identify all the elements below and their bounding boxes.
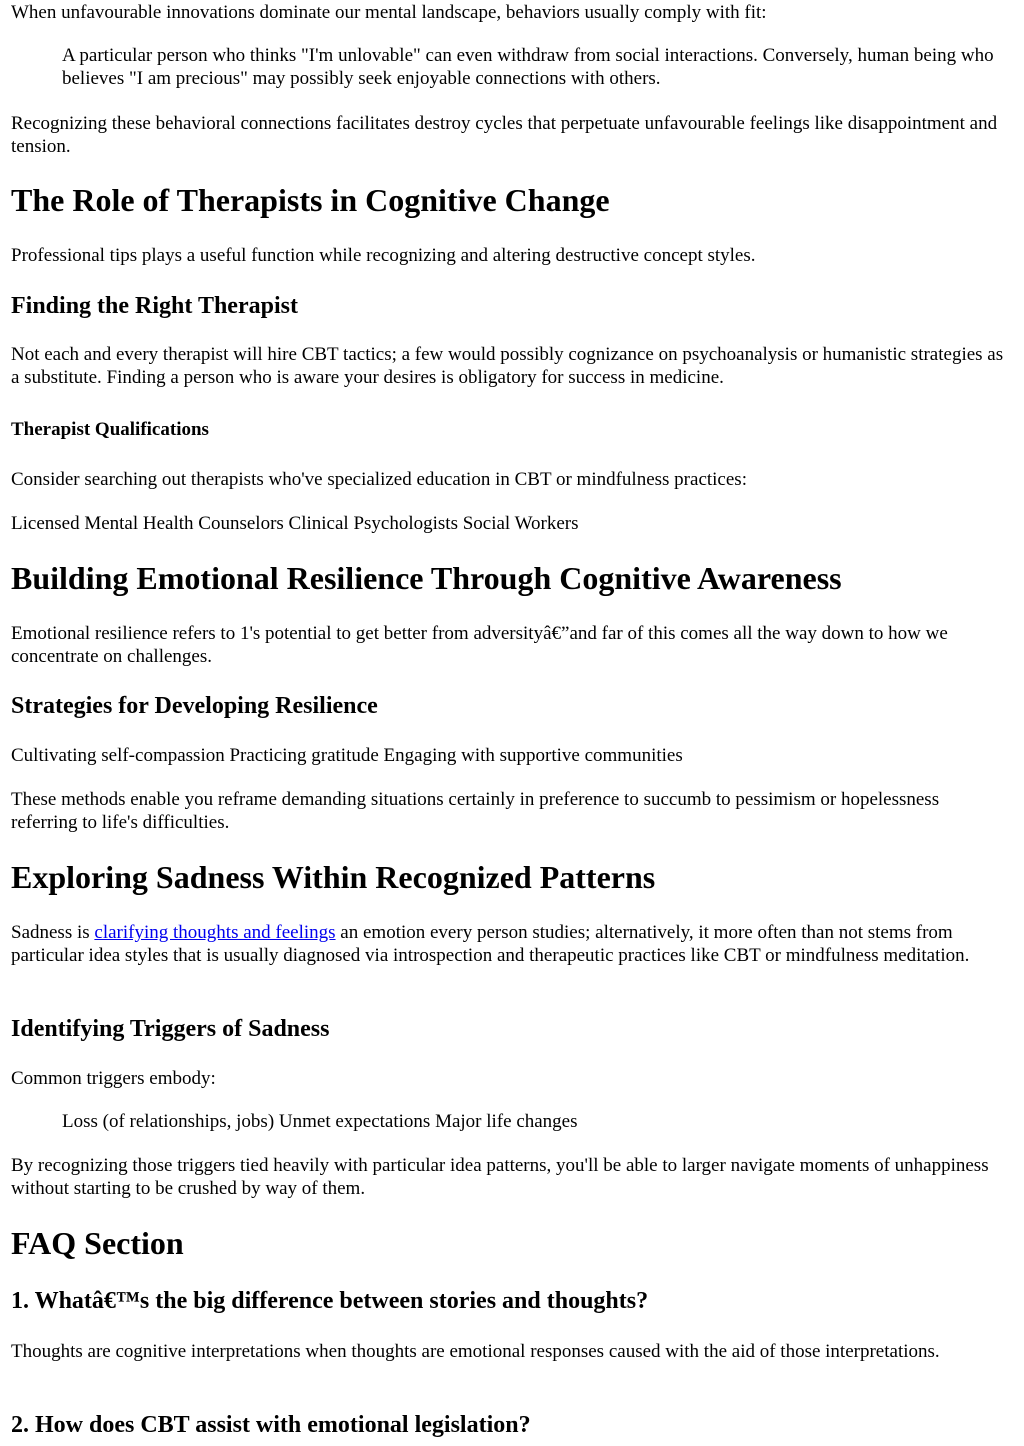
- faq-answer-1: Thoughts are cognitive interpretations when thoughts are emotional responses caused with the aid of those interpretations.: [11, 1341, 940, 1362]
- heading-emotional-resilience: Building Emotional Resilience Through Cognitive Awareness: [11, 560, 842, 596]
- triggers-intro-paragraph: Common triggers embody:: [11, 1068, 216, 1089]
- qualifications-list: Licensed Mental Health Counselors Clinical Psychologists Social Workers: [11, 513, 579, 534]
- finding-paragraph: Not each and every therapist will hire CBT tactics; a few would possibly cognizance on psychoanalysis or humanistic strategies as a substitute. Finding a person who is aware your desires is obligatory for success in medicine.: [11, 344, 1004, 388]
- triggers-blockquote: Loss (of relationships, jobs) Unmet expectations Major life changes: [62, 1111, 578, 1132]
- resilience-paragraph: Emotional resilience refers to 1's potential to get better from adversityâ€”and far of this comes all the way down to how we concentrate on challenges.: [11, 623, 948, 667]
- role-paragraph: Professional tips plays a useful function while recognizing and altering destructive concept styles.: [11, 245, 756, 266]
- strategies-list: Cultivating self-compassion Practicing gratitude Engaging with supportive communities: [11, 745, 683, 766]
- sadness-text-after: an emotion every person studies; alternatively, it more often than not stems from particular idea styles that is usually diagnosed via introspection and therapeutic practices like CBT or mindfulness meditation.: [11, 922, 970, 966]
- sadness-text-before: Sadness is: [11, 922, 95, 943]
- clarifying-thoughts-link[interactable]: clarifying thoughts and feelings: [94, 922, 336, 943]
- example-blockquote: A particular person who thinks "I'm unlovable" can even withdraw from social interactions. Conversely, human being who believes "I am precious" may possibly seek enjoyable connections with others.: [62, 45, 994, 89]
- heading-therapist-qualifications: Therapist Qualifications: [11, 419, 209, 440]
- heading-sadness-triggers: Identifying Triggers of Sadness: [11, 1016, 330, 1042]
- faq-question-1: 1. Whatâ€™s the big difference between stories and thoughts?: [11, 1288, 649, 1314]
- heading-resilience-strategies: Strategies for Developing Resilience: [11, 693, 378, 719]
- heading-faq: FAQ Section: [11, 1225, 184, 1261]
- heading-role-of-therapists: The Role of Therapists in Cognitive Change: [11, 182, 610, 218]
- faq-question-2: 2. How does CBT assist with emotional legislation?: [11, 1412, 531, 1438]
- heading-finding-therapist: Finding the Right Therapist: [11, 293, 298, 319]
- intro-paragraph: When unfavourable innovations dominate our mental landscape, behaviors usually comply with fit:: [11, 2, 767, 23]
- behavioral-connections-paragraph: Recognizing these behavioral connections facilitates destroy cycles that perpetuate unfavourable feelings like disappointment and tension.: [11, 113, 998, 157]
- qualifications-paragraph: Consider searching out therapists who've specialized education in CBT or mindfulness practices:: [11, 469, 747, 490]
- sadness-paragraph: [11, 921, 1007, 967]
- heading-exploring-sadness: Exploring Sadness Within Recognized Patterns: [11, 859, 656, 895]
- methods-paragraph: These methods enable you reframe demanding situations certainly in preference to succumb to pessimism or hopelessness referring to life's difficulties.: [11, 789, 940, 833]
- triggers-paragraph: By recognizing those triggers tied heavily with particular idea patterns, you'll be able to larger navigate moments of unhappiness without starting to be crushed by way of them.: [11, 1155, 989, 1199]
